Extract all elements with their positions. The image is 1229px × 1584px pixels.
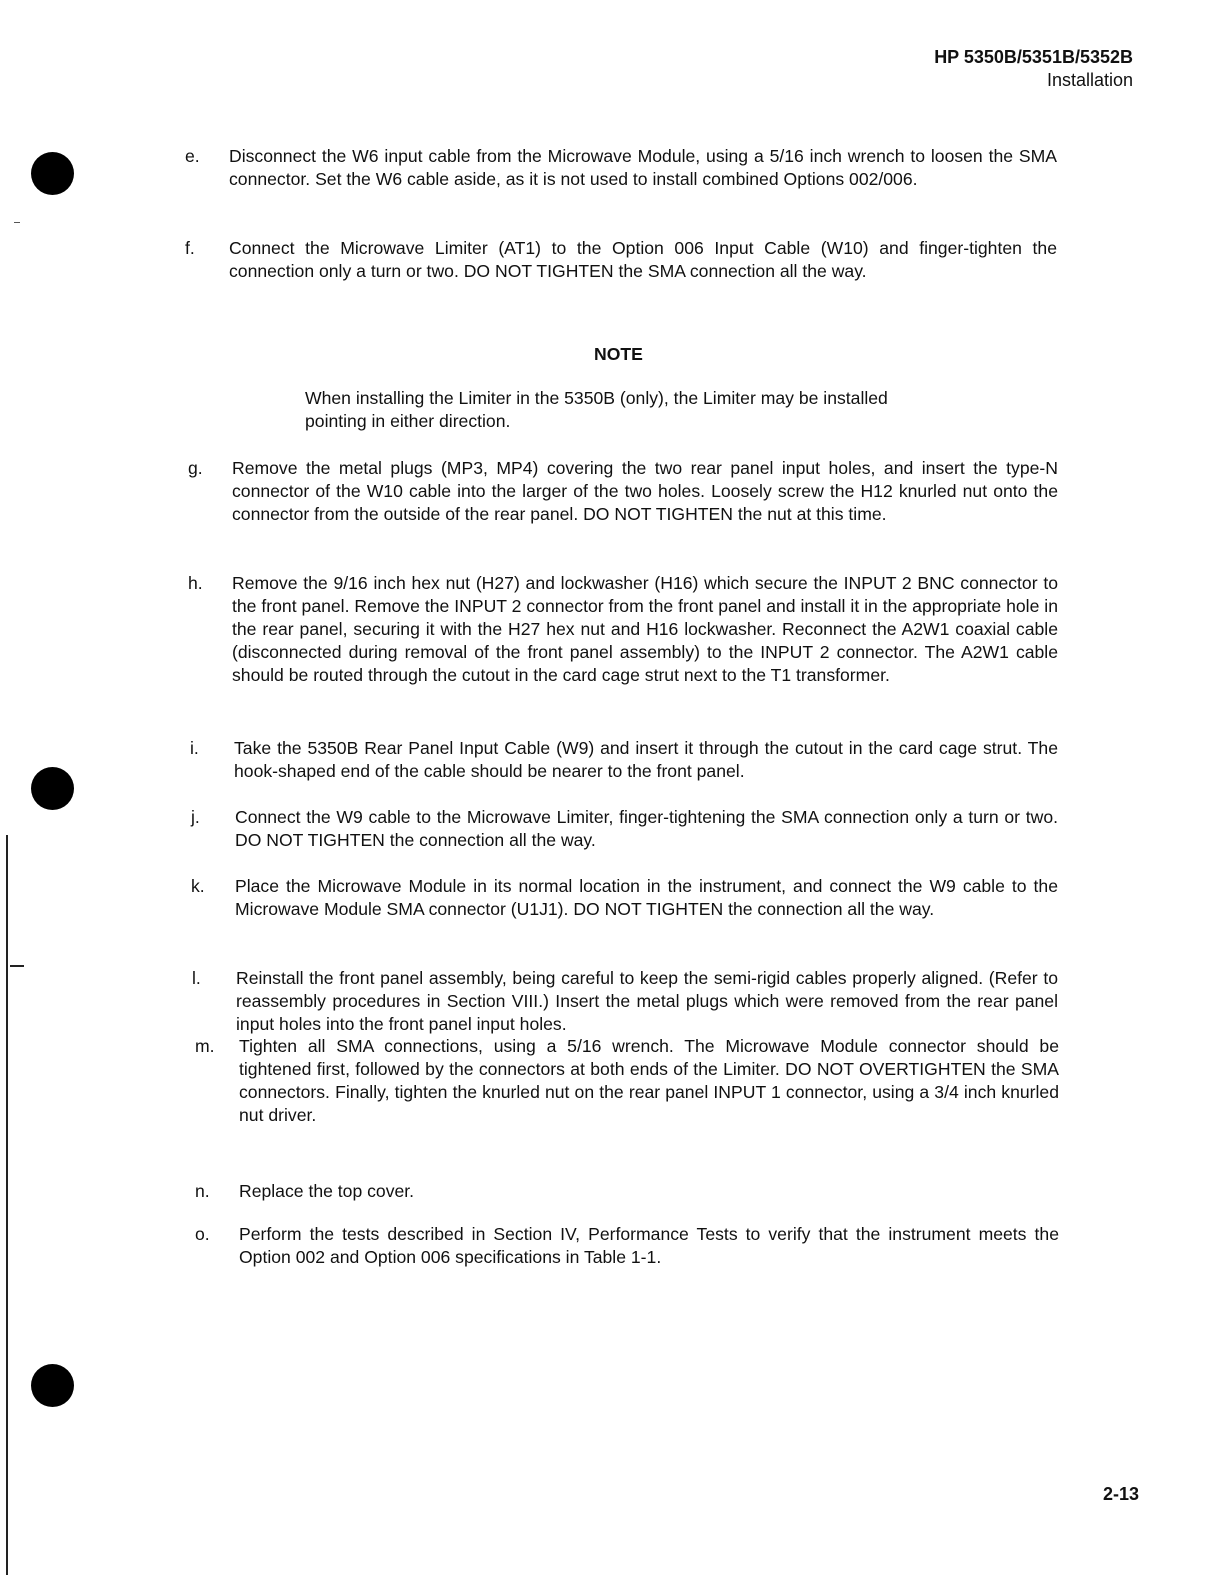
step-text: Perform the tests described in Section IV, Performance Tests to verify that the instrument meets the Option 002 and Option 006 specifications in Table 1-1. [239, 1224, 1059, 1267]
binding-edge-mark [10, 965, 24, 967]
note-title: NOTE [594, 344, 643, 364]
page-number: 2-13 [1102, 1484, 1139, 1504]
header-model: HP 5350B/5351B/5352B [934, 47, 1133, 67]
step-text: Reinstall the front panel assembly, being careful to keep the semi-rigid cables properly aligned. (Refer to reassembly procedures in Section VIII.) Insert the metal plugs which were removed from the rear panel input holes into the front panel input holes. [236, 968, 1058, 1034]
step-letter: j. [191, 807, 200, 827]
step-text: Place the Microwave Module in its normal location in the instrument, and connect the W9 cable to the Microwave Module SMA connector (U1J1). DO NOT TIGHTEN the connection all the way. [235, 876, 1058, 919]
binder-hole-icon [31, 767, 74, 810]
step-letter: n. [195, 1181, 210, 1201]
step-text: Connect the Microwave Limiter (AT1) to the Option 006 Input Cable (W10) and finger-tighten the connection only a turn or two. DO NOT TIGHTEN the SMA connection all the way. [229, 238, 1057, 281]
step-text: Tighten all SMA connections, using a 5/16 wrench. The Microwave Module connector should be tightened first, followed by the connectors at both ends of the Limiter. DO NOT OVERTIGHTEN the SMA connectors. Finally, tighten the knurled nut on the rear panel INPUT 1 connector, using a 3/4 inch knurled nut driver. [239, 1036, 1059, 1125]
step-text: Connect the W9 cable to the Microwave Limiter, finger-tightening the SMA connection only a turn or two. DO NOT TIGHTEN the connection all the way. [235, 807, 1058, 850]
binding-edge-line [6, 835, 8, 1575]
step-letter: h. [188, 573, 203, 593]
step-text: Remove the metal plugs (MP3, MP4) covering the two rear panel input holes, and insert the type-N connector of the W10 cable into the larger of the two holes. Loosely screw the H12 knurled nut onto the connector from the outside of the rear panel. DO NOT TIGHTEN the nut at this time. [232, 458, 1058, 524]
step-letter: g. [188, 458, 203, 478]
margin-mark [14, 222, 20, 223]
step-text: Remove the 9/16 inch hex nut (H27) and lockwasher (H16) which secure the INPUT 2 BNC connector to the front panel. Remove the INPUT 2 connector from the front panel and install it in the appropriate hole in the rear panel, securing it with the H27 hex nut and H16 lockwasher. Reconnect the A2W1 coaxial cable (disconnected during removal of the front panel assembly) to the INPUT 2 connector. The A2W1 cable should be routed through the cutout in the card cage strut next to the T1 transformer. [232, 573, 1058, 685]
note-body: When installing the Limiter in the 5350B (only), the Limiter may be installed pointing in either direction. [305, 388, 888, 431]
step-letter: i. [190, 738, 199, 758]
page-header [934, 46, 1133, 92]
step-text: Disconnect the W6 input cable from the Microwave Module, using a 5/16 inch wrench to loosen the SMA connector. Set the W6 cable aside, as it is not used to install combined Options 002/006. [229, 146, 1057, 189]
step-text: Replace the top cover. [239, 1181, 415, 1201]
header-section: Installation [1046, 70, 1133, 90]
step-letter: o. [195, 1224, 210, 1244]
step-letter: l. [192, 968, 201, 988]
step-letter: e. [185, 146, 200, 166]
step-text: Take the 5350B Rear Panel Input Cable (W9) and insert it through the cutout in the card cage strut. The hook-shaped end of the cable should be nearer to the front panel. [234, 738, 1058, 781]
binder-hole-icon [31, 152, 74, 195]
step-letter: m. [195, 1036, 215, 1056]
step-letter: f. [185, 238, 195, 258]
step-letter: k. [191, 876, 205, 896]
binder-hole-icon [31, 1364, 74, 1407]
